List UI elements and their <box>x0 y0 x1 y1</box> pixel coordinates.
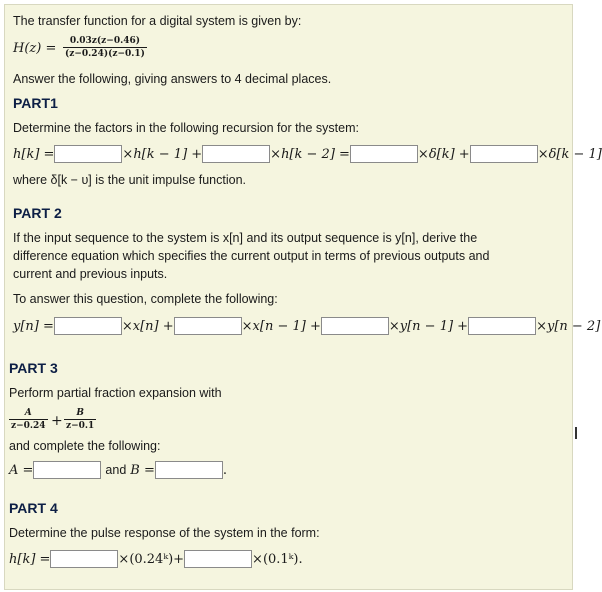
edge-marker <box>575 427 577 439</box>
part2-para-line2: difference equation which specifies the current output in terms of previous outputs and <box>13 249 490 263</box>
part1-prompt: Determine the factors in the following recursion for the system: <box>13 121 359 135</box>
part2-difference-row: y[n] = ×x[n] + ×x[n − 1] + ×y[n − 1] + ×y[n − 2] <box>13 318 601 334</box>
part1-title: PART1 <box>13 95 58 111</box>
part1-footnote: where δ[k − υ] is the unit impulse function. <box>13 173 247 187</box>
p1-coeff-dk-input[interactable] <box>350 145 418 163</box>
p1-coeff-hk2-input[interactable] <box>202 145 270 163</box>
instructions-text: Answer the following, giving answers to 4 decimal places. <box>13 72 332 86</box>
part3-title: PART 3 <box>9 360 58 376</box>
pulse-coeff-2-input[interactable] <box>184 550 252 568</box>
fraction-a: A z−0.24 <box>11 408 46 431</box>
b-coefficient-input[interactable] <box>155 461 223 479</box>
part2-prompt: To answer this question, complete the following: <box>13 292 278 306</box>
pulse-coeff-1-input[interactable] <box>50 550 118 568</box>
p2-coeff-yn1-input[interactable] <box>321 317 389 335</box>
part4-title: PART 4 <box>9 500 58 516</box>
p2-coeff-yn2-input[interactable] <box>468 317 536 335</box>
p1-coeff-dk1-input[interactable] <box>470 145 538 163</box>
transfer-function-fraction: 0.03z(z−0.46) (z−0.24)(z−0.1) <box>65 36 145 59</box>
part2-para-line1: If the input sequence to the system is x[n] and its output sequence is y[n], derive the <box>13 231 478 245</box>
intro-line: The transfer function for a digital system is given by: <box>13 14 302 28</box>
part3-complete: and complete the following: <box>9 439 161 453</box>
part3-prompt: Perform partial fraction expansion with <box>9 386 222 400</box>
part2-para-line3: current and previous inputs. <box>13 267 168 281</box>
fraction-b: B z−0.1 <box>66 408 95 431</box>
p2-coeff-xn-input[interactable] <box>54 317 122 335</box>
fraction-plus: + <box>51 413 63 429</box>
a-coefficient-input[interactable] <box>33 461 101 479</box>
transfer-function-label: H(z) = <box>13 40 57 56</box>
part3-ab-row: A = and B = . <box>9 462 227 478</box>
part4-pulse-row: h[k] = ×(0.24ᵏ)+ ×(0.1ᵏ). <box>9 551 303 567</box>
p2-coeff-xn1-input[interactable] <box>174 317 242 335</box>
p1-coeff-hk1-input[interactable] <box>54 145 122 163</box>
part1-recursion-row: h[k] = ×h[k − 1] + ×h[k − 2] = ×δ[k] + ×δ[k − 1] <box>13 146 602 162</box>
part4-prompt: Determine the pulse response of the system in the form: <box>9 526 320 540</box>
part2-title: PART 2 <box>13 205 62 221</box>
